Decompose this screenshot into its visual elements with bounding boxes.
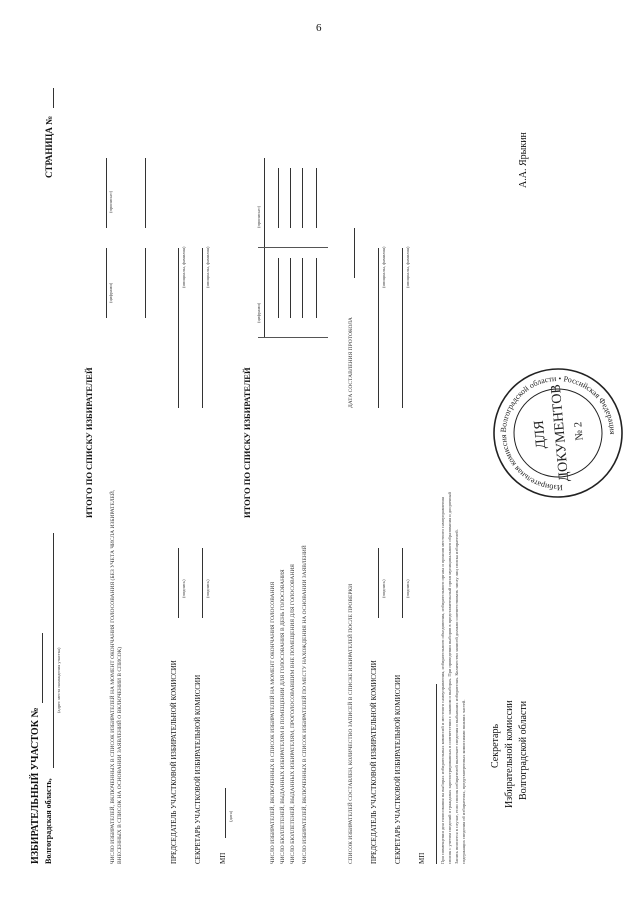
section2-value-line-2 (290, 258, 291, 318)
page-label: СТРАНИЦА № (44, 115, 54, 178)
footnote-1: При совмещении дня голосования на выборах избирательных комиссий и местного самоуправления, избирательного объединения, избирательного органа и органов местного самоуправления (440, 497, 445, 864)
signature-line-1: Секретарь (490, 723, 501, 768)
section2-chairman: ПРЕДСЕДАТЕЛЬ УЧАСТКОВОЙ ИЗБИРАТЕЛЬНОЙ КОМИССИИ (370, 660, 378, 864)
section2-title: ИТОГО ПО СПИСКУ ИЗБИРАТЕЛЕЙ (242, 367, 252, 518)
footnote-4: содержащих сведения об избирателях, предусмотренных комиссиями нижних частей. (461, 699, 466, 864)
section1-words-hint: (прописью) (108, 190, 113, 213)
station-number-line (42, 633, 43, 703)
section1-row-text-1: ЧИСЛО ИЗБИРАТЕЛЕЙ, ВКЛЮЧЕННЫХ В СПИСОК ИЗБИРАТЕЛЕЙ НА МОМЕНТ ОКОНЧАНИЯ ГОЛОСОВАНИЯ (БЕЗ УЧЕТА ЧИСЛА ИЗБИРАТЕЛЕЙ, (110, 489, 116, 864)
footnote-2: список с учетом сведений о гражданах зарегистрированных в соответствии с законом о выборах. При проведении выборов в представительный орган муниципального образования и досрочный (447, 492, 452, 864)
section2-value-line-2b (290, 168, 291, 228)
signature-line-2: Избирательной комиссии (504, 700, 515, 808)
section2-row-2: ЧИСЛО БЮЛЛЕТЕНЕЙ, ВЫДАННЫХ ИЗБИРАТЕЛЯМ В ПОМЕЩЕНИИ ДЛЯ ГОЛОСОВАНИЯ В ДЕНЬ ГОЛОСОВАНИЯ (280, 569, 286, 864)
section2-date-value-line (354, 228, 355, 278)
section2-table-top-line (264, 158, 265, 338)
section2-value-line-3b (302, 168, 303, 228)
section2-secretary: СЕКРЕТАРЬ УЧАСТКОВОЙ ИЗБИРАТЕЛЬНОЙ КОМИССИИ (394, 674, 402, 864)
address-line (53, 533, 54, 768)
footnote-3: Запись вносится в случае, если список избирателей включает сведения о выбывших избирателях. Количество записей должно соответствовать числу лиц списка избирателей. (454, 529, 459, 864)
section2-row-4: ЧИСЛО ИЗБИРАТЕЛЕЙ, ВКЛЮЧЕННЫХ В СПИСОК ИЗБИРАТЕЛЕЙ ПО МЕСТУ НАХОЖДЕНИЯ НА ОСНОВАНИИ ЗАЯВЛЕНИЙ (302, 545, 308, 864)
section1-secretary: СЕКРЕТАРЬ УЧАСТКОВОЙ ИЗБИРАТЕЛЬНОЙ КОМИССИИ (194, 674, 202, 864)
stamp-text-2: ДОКУМЕНТОВ (548, 383, 573, 483)
section1-date-line (225, 788, 226, 838)
section1-chairman-name-hint: (инициалы, фамилия) (181, 246, 186, 288)
stamp-text-3: № 2 (572, 421, 586, 442)
section2-value-line-4 (316, 258, 317, 318)
section2-value-line-4b (316, 168, 317, 228)
section2-words-hint: (прописью) (256, 205, 261, 228)
polling-station-title: ИЗБИРАТЕЛЬНЫЙ УЧАСТОК № (30, 707, 41, 864)
section1-digits-value-line (145, 248, 146, 318)
section2-row-3: ЧИСЛО БЮЛЛЕТЕНЕЙ, ВЫДАННЫХ ИЗБИРАТЕЛЯМ, ПРОГОЛОСОВАВШИМ ВНЕ ПОМЕЩЕНИЯ ДЛЯ ГОЛОСОВАНИЯ (290, 564, 296, 864)
section1-date-hint: (дата) (228, 810, 233, 822)
address-hint: (адрес места нахождения участка) (56, 647, 61, 713)
region-label: Волгоградская область, (44, 778, 53, 864)
section2-secretary-signature-line (402, 548, 403, 618)
section2-date-line: ДАТА СОСТАВЛЕНИЯ ПРОТОКОЛА (348, 317, 354, 408)
section2-digits-hint: (цифрами) (256, 302, 261, 323)
section2-table-divider-2 (258, 247, 328, 248)
stamp-outer-text: Избирательная комиссия Волгоградской области • Российская Федерация (498, 373, 618, 493)
section2-value-line-3 (302, 258, 303, 318)
section1-title: ИТОГО ПО СПИСКУ ИЗБИРАТЕЛЕЙ (84, 367, 94, 518)
section2-value-line-1 (278, 258, 279, 318)
section2-secretary-name-hint: (инициалы, фамилия) (405, 246, 410, 288)
section1-mp: МП (219, 852, 227, 864)
section1-digits-line (106, 248, 107, 318)
section2-mp: МП (418, 852, 426, 864)
stamp-text-1: ДЛЯ (531, 419, 550, 450)
section1-row-text-2: ВНЕСЕННЫХ В СПИСОК НА ОСНОВАНИИ ЗАЯВЛЕНИЙ О ВКЛЮЧЕНИИ В СПИСОК) (117, 646, 123, 864)
section1-chairman-signature-line (178, 548, 179, 618)
section2-chairman-name-hint: (инициалы, фамилия) (381, 246, 386, 288)
section1-words-line (106, 158, 107, 228)
section1-chairman: ПРЕДСЕДАТЕЛЬ УЧАСТКОВОЙ ИЗБИРАТЕЛЬНОЙ КОМИССИИ (170, 660, 178, 864)
signature-name: А.А. Ярыкин (518, 132, 529, 188)
section2-secretary-name-line (402, 248, 403, 408)
section1-secretary-name-hint: (инициалы, фамилия) (205, 246, 210, 288)
section1-chairman-name-line (178, 248, 179, 408)
section2-list-line: СПИСОК ИЗБИРАТЕЛЕЙ СОСТАВЛЕН, КОЛИЧЕСТВО ЗАПИСЕЙ В СПИСКЕ ИЗБИРАТЕЛЕЙ ПОСЛЕ ПРОВЕРКИ (348, 583, 354, 864)
section2-value-line-1b (278, 168, 279, 228)
section2-secretary-signature-hint: (подпись) (405, 579, 410, 598)
section2-chairman-signature-line (378, 548, 379, 618)
section2-chairman-signature-hint: (подпись) (381, 579, 386, 598)
section1-secretary-name-line (202, 248, 203, 408)
section1-secretary-signature-line (202, 548, 203, 618)
section1-chairman-signature-hint: (подпись) (181, 579, 186, 598)
page-number: 6 (316, 22, 322, 34)
section1-words-value-line (145, 158, 146, 228)
official-stamp (490, 365, 626, 501)
footnote-separator (436, 684, 437, 864)
section2-chairman-name-line (378, 248, 379, 408)
page-number-line (53, 88, 54, 108)
section2-row-1: ЧИСЛО ИЗБИРАТЕЛЕЙ, ВКЛЮЧЕННЫХ В СПИСОК ИЗБИРАТЕЛЕЙ НА МОМЕНТ ОКОНЧАНИЯ ГОЛОСОВАНИЯ (270, 581, 276, 864)
section1-secretary-signature-hint: (подпись) (205, 579, 210, 598)
section1-digits-hint: (цифрами) (108, 282, 113, 303)
signature-line-3: Волгоградской области (518, 700, 529, 800)
section2-table-divider-1 (258, 337, 328, 338)
